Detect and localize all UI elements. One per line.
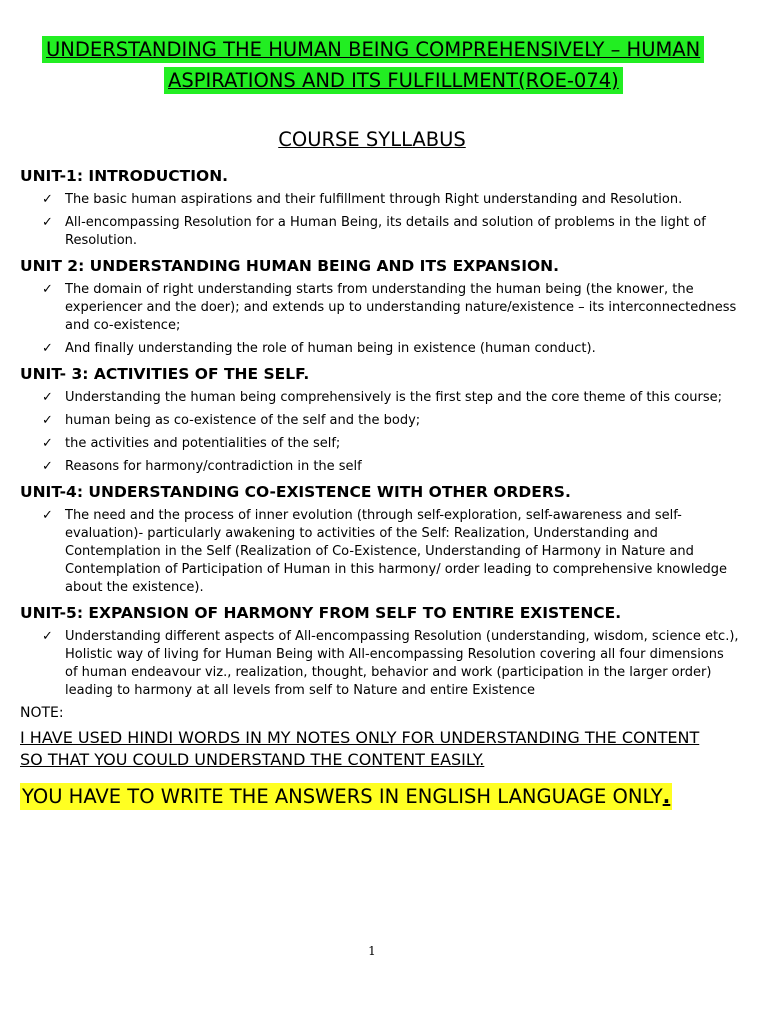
list-item-text: the activities and potentialities of the self;	[65, 436, 341, 451]
unit-item-list	[20, 507, 740, 597]
highlighted-notice-end: .	[662, 784, 671, 808]
note-text-end: .	[479, 750, 485, 769]
unit-5	[20, 602, 740, 700]
title-line-2: ASPIRATIONS AND ITS FULFILLMENT(ROE-074)	[164, 67, 623, 94]
english-only-notice	[20, 783, 740, 810]
check-mark-icon: ✓	[42, 629, 53, 644]
list-item-text: human being as co-existence of the self and the body;	[65, 413, 421, 428]
unit-heading: UNIT-1: INTRODUCTION.	[20, 167, 229, 185]
title-line-1: UNDERSTANDING THE HUMAN BEING COMPREHENSIVELY – HUMAN	[42, 36, 704, 63]
list-item-text: The need and the process of inner evolution (through self-exploration, self-awareness and self-evaluation)- particularly awakening to activities of the Self: Realization, Understanding and Contemplation in the Self (Realization of Co-Existence, Understanding of Harmony in Nature and Contemplation of Participation of Human in this harmony/ order leading to comprehensive knowledge about the existence).	[65, 508, 728, 595]
list-item	[20, 214, 740, 250]
list-item	[20, 412, 740, 430]
check-mark-icon: ✓	[42, 341, 53, 356]
highlighted-notice	[20, 783, 672, 810]
check-mark-icon: ✓	[42, 413, 53, 428]
list-item	[20, 628, 740, 700]
unit-2	[20, 255, 740, 358]
unit-item-list	[20, 191, 740, 250]
list-item	[20, 389, 740, 407]
unit-item-list	[20, 389, 740, 476]
page-number: 1	[368, 944, 376, 958]
unit-item-list	[20, 281, 740, 358]
unit-heading: UNIT 2: UNDERSTANDING HUMAN BEING AND ITS EXPANSION.	[20, 257, 559, 275]
unit-3	[20, 363, 740, 476]
unit-4	[20, 481, 740, 597]
syllabus-heading: COURSE SYLLABUS	[278, 128, 466, 151]
check-mark-icon: ✓	[42, 508, 53, 523]
list-item-text: Understanding the human being comprehensively is the first step and the core theme of this course;	[65, 390, 723, 405]
unit-item-list	[20, 628, 740, 700]
check-mark-icon: ✓	[42, 282, 53, 297]
list-item	[20, 458, 740, 476]
note-text-body: I HAVE USED HINDI WORDS IN MY NOTES ONLY FOR UNDERSTANDING THE CONTENT SO THAT YOU COULD UNDERSTAND THE CONTENT EASILY	[20, 728, 700, 769]
list-item-text: Understanding different aspects of All-encompassing Resolution (understanding, wisdom, science etc.), Holistic way of living for Human Being with All-encompassing Resolution covering all four dimensions of human endeavour viz., realization, thought, behavior and work (participation in the larger order) leading to harmony at all levels from self to Nature and entire Existence	[65, 629, 739, 698]
unit-1	[20, 165, 740, 250]
unit-heading: UNIT-4: UNDERSTANDING CO-EXISTENCE WITH OTHER ORDERS.	[20, 483, 571, 501]
list-item-text: The domain of right understanding starts from understanding the human being (the knower, the experiencer and the doer); and extends up to understanding nature/existence – its interconnectedness and co-existence;	[65, 282, 737, 333]
list-item	[20, 340, 740, 358]
list-item	[20, 281, 740, 335]
list-item	[20, 507, 740, 597]
syllabus-content	[20, 165, 740, 810]
unit-heading: UNIT-5: EXPANSION OF HARMONY FROM SELF TO ENTIRE EXISTENCE.	[20, 604, 622, 622]
list-item-text: The basic human aspirations and their fulfillment through Right understanding and Resolution.	[65, 192, 683, 207]
highlighted-notice-text: YOU HAVE TO WRITE THE ANSWERS IN ENGLISH LANGUAGE ONLY	[22, 785, 663, 808]
check-mark-icon: ✓	[42, 390, 53, 405]
unit-heading: UNIT- 3: ACTIVITIES OF THE SELF.	[20, 365, 310, 383]
check-mark-icon: ✓	[42, 215, 53, 230]
note-label: NOTE:	[20, 705, 64, 721]
list-item-text: All-encompassing Resolution for a Human Being, its details and solution of problems in the light of Resolution.	[65, 215, 706, 248]
check-mark-icon: ✓	[42, 459, 53, 474]
note-text	[20, 727, 710, 771]
check-mark-icon: ✓	[42, 192, 53, 207]
list-item	[20, 191, 740, 209]
list-item-text: And finally understanding the role of human being in existence (human conduct).	[65, 341, 596, 356]
list-item	[20, 435, 740, 453]
check-mark-icon: ✓	[42, 436, 53, 451]
list-item-text: Reasons for harmony/contradiction in the self	[65, 459, 362, 474]
